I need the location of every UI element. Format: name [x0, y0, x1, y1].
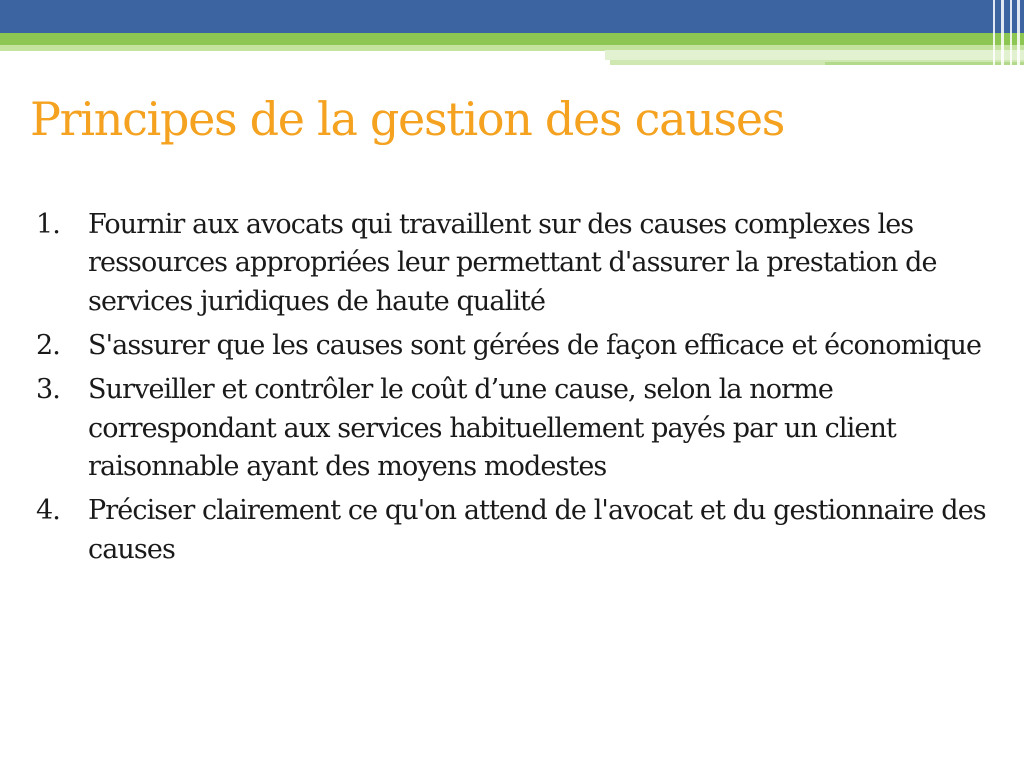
list-item [36, 492, 986, 569]
top-header-band [0, 0, 1024, 33]
list-item-number: 4. [36, 495, 60, 527]
list-item [36, 371, 986, 486]
accent-strip [605, 50, 1024, 60]
list-item-number: 3. [36, 374, 60, 406]
list-item-number: 1. [36, 209, 60, 240]
principles-list [36, 206, 986, 575]
decorative-stripe [1001, 0, 1004, 68]
decorative-stripe [1017, 0, 1020, 68]
list-item [36, 206, 986, 321]
list-item-text: Préciser clairement ce qu'on attend de l'avocat et du gestionnaire des causes [88, 495, 986, 565]
slide-title: Principes de la gestion des causes [30, 92, 785, 146]
list-item-text: S'assurer que les causes sont gérées de façon efficace et économique [88, 329, 982, 361]
list-item-number: 2. [36, 329, 60, 361]
decorative-stripe [993, 0, 995, 68]
list-item [36, 327, 986, 365]
list-item-text: Fournir aux avocats qui travaillent sur des causes complexes les ressources appropriées leur permettant d'assurer la prestation de services juridiques de haute qualité [88, 209, 937, 317]
decorative-stripe [1010, 0, 1012, 68]
list-item-text: Surveiller et contrôler le coût d’une cause, selon la norme correspondant aux services habituellement payés par un client raisonnable ayant des moyens modestes [88, 374, 896, 482]
